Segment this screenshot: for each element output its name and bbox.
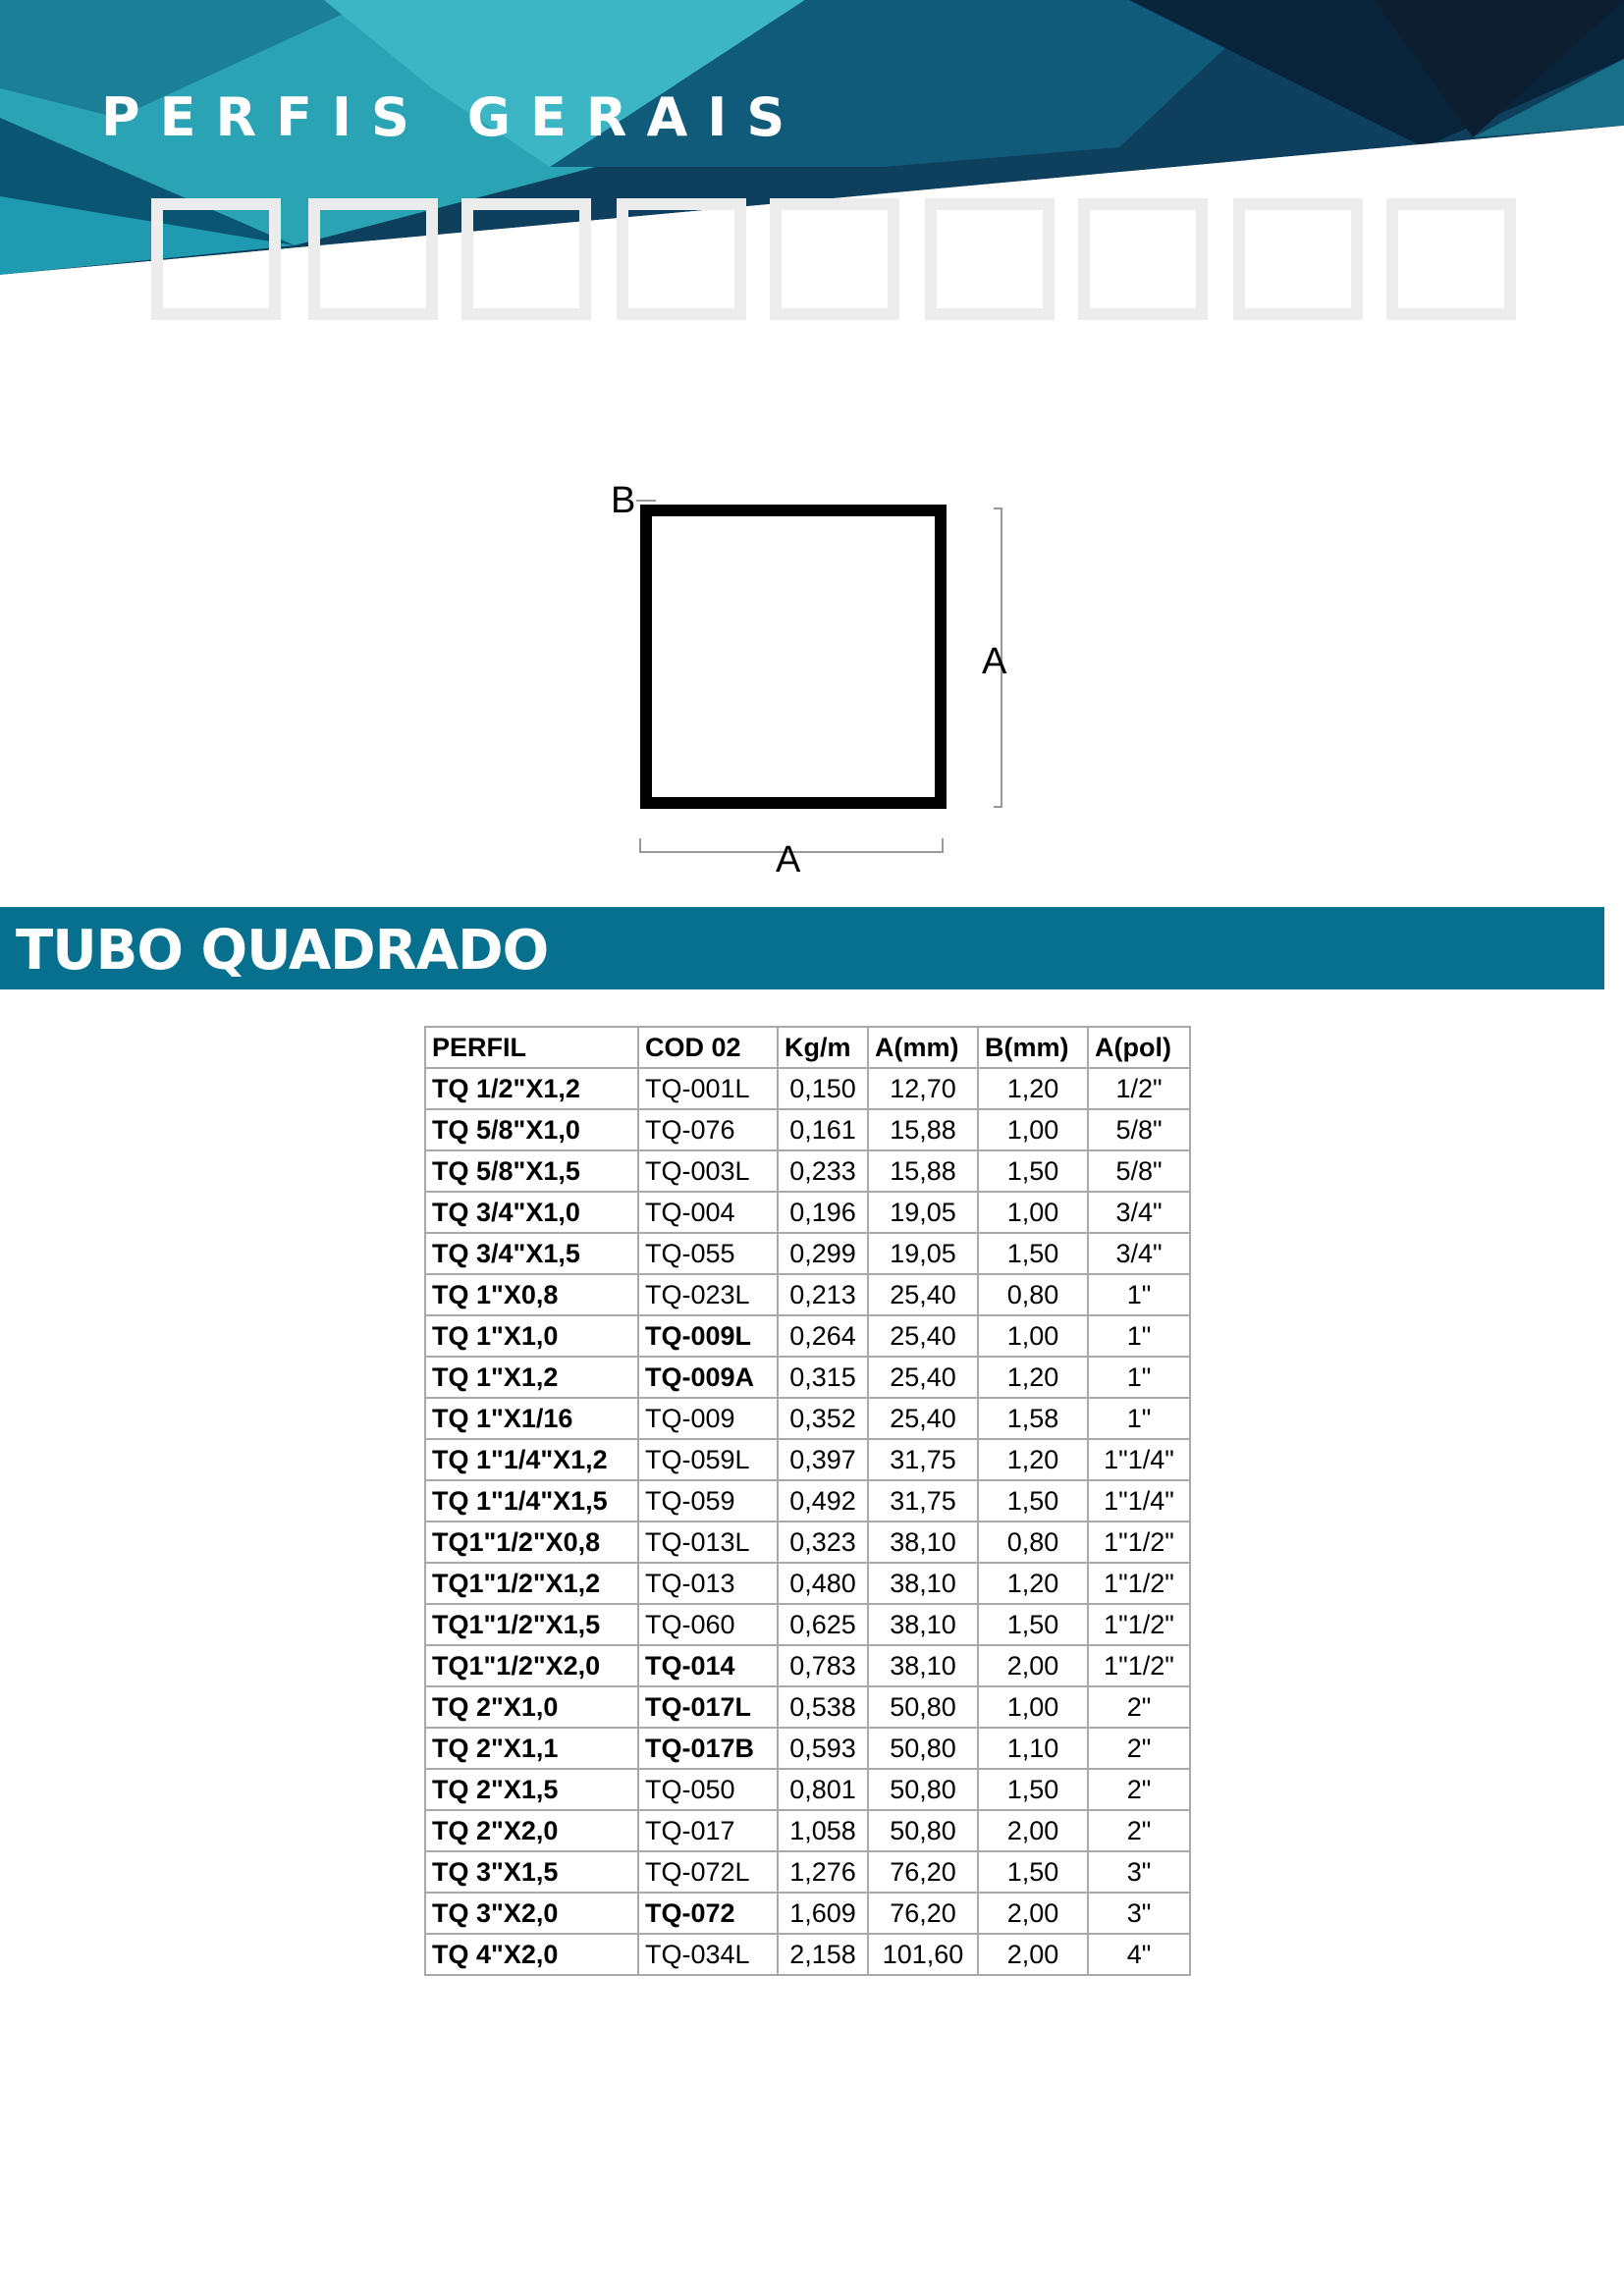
cell-kgm: 2,158 [778,1934,868,1975]
cell-bmm: 0,80 [978,1522,1088,1563]
col-header-bmm: B(mm) [978,1027,1088,1068]
cell-cod: TQ-060 [638,1604,778,1645]
cell-cod: TQ-004 [638,1192,778,1233]
table-row [425,1068,1190,1109]
cell-bmm: 1,50 [978,1851,1088,1893]
cell-perfil: TQ 2"X1,1 [425,1728,638,1769]
cell-perfil: TQ 1"1/4"X1,2 [425,1439,638,1480]
cell-perfil: TQ 3"X2,0 [425,1893,638,1934]
section-banner [0,907,1604,989]
cell-perfil: TQ 1"1/4"X1,5 [425,1480,638,1522]
table-row [425,1398,1190,1439]
cell-bmm: 1,20 [978,1439,1088,1480]
cell-amm: 15,88 [868,1150,978,1192]
cell-amm: 38,10 [868,1563,978,1604]
cell-amm: 25,40 [868,1357,978,1398]
cell-bmm: 1,50 [978,1604,1088,1645]
table-row [425,1686,1190,1728]
col-header-kgm: Kg/m [778,1027,868,1068]
cell-perfil: TQ 3/4"X1,5 [425,1233,638,1274]
cell-amm: 38,10 [868,1522,978,1563]
table-row [425,1150,1190,1192]
cell-cod: TQ-059 [638,1480,778,1522]
cell-cod: TQ-034L [638,1934,778,1975]
table-body [425,1068,1190,1975]
table-row [425,1522,1190,1563]
cell-perfil: TQ 2"X1,5 [425,1769,638,1810]
cell-apol: 1" [1088,1357,1190,1398]
cell-apol: 1"1/2" [1088,1604,1190,1645]
cell-amm: 19,05 [868,1192,978,1233]
col-header-amm: A(mm) [868,1027,978,1068]
cell-cod: TQ-017 [638,1810,778,1851]
cell-apol: 1"1/2" [1088,1645,1190,1686]
cell-perfil: TQ 1"X1,2 [425,1357,638,1398]
col-header-perfil: PERFIL [425,1027,638,1068]
cell-amm: 25,40 [868,1315,978,1357]
cell-kgm: 0,352 [778,1398,868,1439]
cell-bmm: 1,58 [978,1398,1088,1439]
cell-kgm: 0,315 [778,1357,868,1398]
cell-perfil: TQ1"1/2"X2,0 [425,1645,638,1686]
cell-cod: TQ-050 [638,1769,778,1810]
cell-kgm: 0,538 [778,1686,868,1728]
cell-apol: 5/8" [1088,1109,1190,1150]
cell-apol: 3" [1088,1851,1190,1893]
table-row [425,1563,1190,1604]
table-row [425,1604,1190,1645]
cell-apol: 1"1/2" [1088,1522,1190,1563]
label-a-side: A [982,641,1007,682]
cell-amm: 15,88 [868,1109,978,1150]
cell-kgm: 0,161 [778,1109,868,1150]
cell-amm: 50,80 [868,1769,978,1810]
cell-apol: 1" [1088,1315,1190,1357]
cell-cod: TQ-017L [638,1686,778,1728]
table-header-row [425,1027,1190,1068]
cell-kgm: 0,233 [778,1150,868,1192]
cell-bmm: 1,20 [978,1563,1088,1604]
cell-perfil: TQ 5/8"X1,0 [425,1109,638,1150]
table-row [425,1769,1190,1810]
table-row [425,1109,1190,1150]
cell-amm: 31,75 [868,1480,978,1522]
cell-perfil: TQ1"1/2"X0,8 [425,1522,638,1563]
cell-kgm: 1,276 [778,1851,868,1893]
cell-amm: 50,80 [868,1810,978,1851]
cell-apol: 1" [1088,1398,1190,1439]
spec-table [424,1026,1191,1976]
cell-perfil: TQ 5/8"X1,5 [425,1150,638,1192]
cell-bmm: 1,00 [978,1109,1088,1150]
cell-perfil: TQ 2"X2,0 [425,1810,638,1851]
cell-perfil: TQ 3/4"X1,0 [425,1192,638,1233]
cell-amm: 38,10 [868,1645,978,1686]
table-row [425,1645,1190,1686]
cell-bmm: 2,00 [978,1893,1088,1934]
cell-perfil: TQ 4"X2,0 [425,1934,638,1975]
table-row [425,1233,1190,1274]
cell-bmm: 0,80 [978,1274,1088,1315]
cell-perfil: TQ 1/2"X1,2 [425,1068,638,1109]
cell-amm: 19,05 [868,1233,978,1274]
cell-bmm: 1,00 [978,1315,1088,1357]
col-header-cod: COD 02 [638,1027,778,1068]
cell-cod: TQ-076 [638,1109,778,1150]
table-row [425,1810,1190,1851]
section-title: TUBO QUADRADO [16,919,549,983]
label-a-bottom: A [776,839,801,881]
cell-cod: TQ-072L [638,1851,778,1893]
cell-amm: 31,75 [868,1439,978,1480]
cell-kgm: 0,150 [778,1068,868,1109]
cell-perfil: TQ 1"X0,8 [425,1274,638,1315]
table-row [425,1480,1190,1522]
cell-cod: TQ-017B [638,1728,778,1769]
cell-apol: 5/8" [1088,1150,1190,1192]
square-tube-diagram [589,461,1041,893]
cell-bmm: 2,00 [978,1810,1088,1851]
cell-cod: TQ-072 [638,1893,778,1934]
cell-amm: 38,10 [868,1604,978,1645]
cell-bmm: 1,50 [978,1480,1088,1522]
cell-kgm: 0,625 [778,1604,868,1645]
cell-cod: TQ-059L [638,1439,778,1480]
cell-cod: TQ-013L [638,1522,778,1563]
cell-kgm: 0,299 [778,1233,868,1274]
cell-apol: 2" [1088,1686,1190,1728]
cell-apol: 3" [1088,1893,1190,1934]
header-banner [0,0,1624,334]
cell-cod: TQ-009 [638,1398,778,1439]
table-row [425,1274,1190,1315]
cell-amm: 50,80 [868,1686,978,1728]
cell-bmm: 1,50 [978,1233,1088,1274]
table-row [425,1192,1190,1233]
table-row [425,1893,1190,1934]
cell-kgm: 0,480 [778,1563,868,1604]
cell-kgm: 0,492 [778,1480,868,1522]
cell-cod: TQ-009L [638,1315,778,1357]
table-row [425,1728,1190,1769]
cell-apol: 2" [1088,1728,1190,1769]
cell-perfil: TQ 3"X1,5 [425,1851,638,1893]
cell-cod: TQ-013 [638,1563,778,1604]
cell-kgm: 0,264 [778,1315,868,1357]
cell-amm: 76,20 [868,1893,978,1934]
cell-amm: 12,70 [868,1068,978,1109]
cell-apol: 3/4" [1088,1192,1190,1233]
cell-bmm: 1,50 [978,1150,1088,1192]
table-row [425,1934,1190,1975]
cell-bmm: 1,10 [978,1728,1088,1769]
cell-kgm: 0,397 [778,1439,868,1480]
label-b: B [611,480,636,521]
cell-apol: 3/4" [1088,1233,1190,1274]
cell-apol: 1/2" [1088,1068,1190,1109]
cell-amm: 50,80 [868,1728,978,1769]
cell-bmm: 2,00 [978,1934,1088,1975]
cell-kgm: 0,196 [778,1192,868,1233]
cell-apol: 1"1/2" [1088,1563,1190,1604]
cell-cod: TQ-055 [638,1233,778,1274]
cell-cod: TQ-009A [638,1357,778,1398]
cell-apol: 1"1/4" [1088,1480,1190,1522]
cell-perfil: TQ1"1/2"X1,2 [425,1563,638,1604]
cell-perfil: TQ 2"X1,0 [425,1686,638,1728]
col-header-apol: A(pol) [1088,1027,1190,1068]
table-row [425,1357,1190,1398]
cell-perfil: TQ 1"X1/16 [425,1398,638,1439]
cell-kgm: 0,801 [778,1769,868,1810]
cell-cod: TQ-003L [638,1150,778,1192]
cell-apol: 2" [1088,1769,1190,1810]
cell-amm: 25,40 [868,1274,978,1315]
header-background [0,0,1624,334]
cell-apol: 1"1/4" [1088,1439,1190,1480]
cell-bmm: 1,00 [978,1686,1088,1728]
table-row [425,1851,1190,1893]
cell-amm: 76,20 [868,1851,978,1893]
cell-perfil: TQ1"1/2"X1,5 [425,1604,638,1645]
cell-bmm: 1,20 [978,1068,1088,1109]
cell-amm: 101,60 [868,1934,978,1975]
cell-cod: TQ-001L [638,1068,778,1109]
cell-kgm: 0,783 [778,1645,868,1686]
tube-outline [646,510,941,803]
cell-perfil: TQ 1"X1,0 [425,1315,638,1357]
cell-cod: TQ-023L [638,1274,778,1315]
cell-bmm: 1,50 [978,1769,1088,1810]
cell-cod: TQ-014 [638,1645,778,1686]
table-row [425,1315,1190,1357]
cell-kgm: 0,593 [778,1728,868,1769]
cell-kgm: 1,609 [778,1893,868,1934]
cell-bmm: 1,20 [978,1357,1088,1398]
cell-bmm: 2,00 [978,1645,1088,1686]
cell-kgm: 1,058 [778,1810,868,1851]
cell-kgm: 0,213 [778,1274,868,1315]
table-row [425,1439,1190,1480]
cell-amm: 25,40 [868,1398,978,1439]
cell-apol: 4" [1088,1934,1190,1975]
cell-apol: 2" [1088,1810,1190,1851]
header-title: PERFIS GERAIS [101,86,805,148]
cell-kgm: 0,323 [778,1522,868,1563]
cell-bmm: 1,00 [978,1192,1088,1233]
cell-apol: 1" [1088,1274,1190,1315]
